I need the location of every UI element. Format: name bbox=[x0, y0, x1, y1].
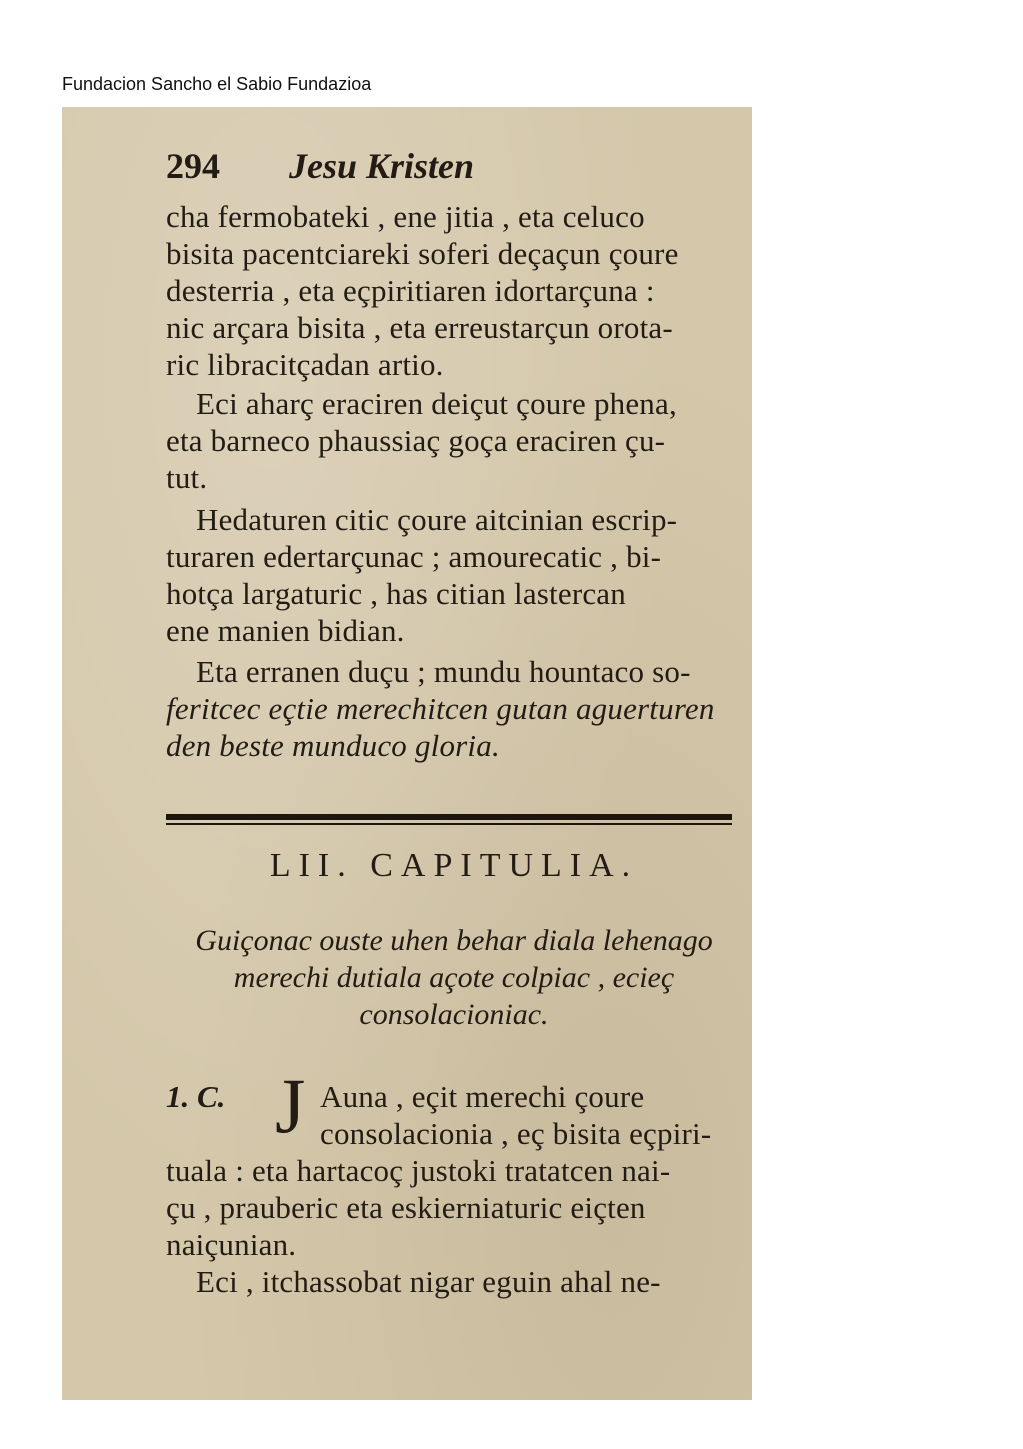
chapter-line: Auna , eçit merechi çoure bbox=[320, 1079, 645, 1114]
body-line: cha fermobateki , ene jitia , eta celuco bbox=[166, 199, 645, 234]
body-line: bisita pacentciareki soferi deçaçun çoure bbox=[166, 236, 679, 271]
chapter-summary-line: merechi dutiala açote colpiac , ecieç bbox=[233, 961, 675, 994]
archive-header: Fundacion Sancho el Sabio Fundazioa bbox=[62, 74, 372, 94]
body-line: den beste munduco gloria. bbox=[166, 728, 500, 763]
drop-cap: J bbox=[275, 1062, 306, 1149]
chapter-line: Eci , itchassobat nigar eguin ahal ne- bbox=[196, 1264, 661, 1299]
body-line: ene manien bidian. bbox=[166, 613, 405, 648]
body-line: nic arçara bisita , eta erreustarçun orota- bbox=[166, 310, 673, 345]
scanned-book-page bbox=[62, 107, 752, 1400]
chapter-summary-line: Guiçonac ouste uhen behar diala lehenago bbox=[195, 924, 713, 957]
running-head bbox=[166, 145, 474, 187]
chapter-summary-line: consolacioniac. bbox=[359, 998, 549, 1031]
body-line: ric libracitçadan artio. bbox=[166, 347, 444, 382]
page-number: 294 bbox=[166, 146, 220, 186]
chapter-line: tuala : eta hartacoç justoki tratatcen nai- bbox=[166, 1153, 671, 1188]
body-line: tut. bbox=[166, 460, 208, 495]
chapter-rule bbox=[166, 814, 732, 820]
chapter-heading: LII. CAPITULIA. bbox=[269, 847, 639, 884]
chapter-line: çu , prauberic eta eskierniaturic eiçten bbox=[166, 1190, 646, 1225]
running-title: Jesu Kristen bbox=[289, 146, 475, 186]
chapter-rule-thin bbox=[166, 823, 732, 825]
body-line: hotça largaturic , has citian lastercan bbox=[166, 576, 626, 611]
body-line: eta barneco phaussiaç goça eraciren çu- bbox=[166, 423, 666, 458]
section-label: 1. C. bbox=[166, 1079, 226, 1114]
chapter-line: naiçunian. bbox=[166, 1227, 297, 1262]
body-line: feritcec eçtie merechitcen gutan aguerturen bbox=[166, 691, 715, 726]
body-line: Eta erranen duçu ; mundu hountaco so- bbox=[196, 654, 691, 689]
chapter-line: consolacionia , eç bisita eçpiri- bbox=[320, 1116, 712, 1151]
body-line: turaren edertarçunac ; amourecatic , bi- bbox=[166, 539, 662, 574]
body-line: Hedaturen citic çoure aitcinian escrip- bbox=[196, 502, 678, 537]
body-line: desterria , eta eçpiritiaren idortarçuna : bbox=[166, 273, 655, 308]
body-line: Eci aharç eraciren deiçut çoure phena, bbox=[196, 386, 677, 421]
